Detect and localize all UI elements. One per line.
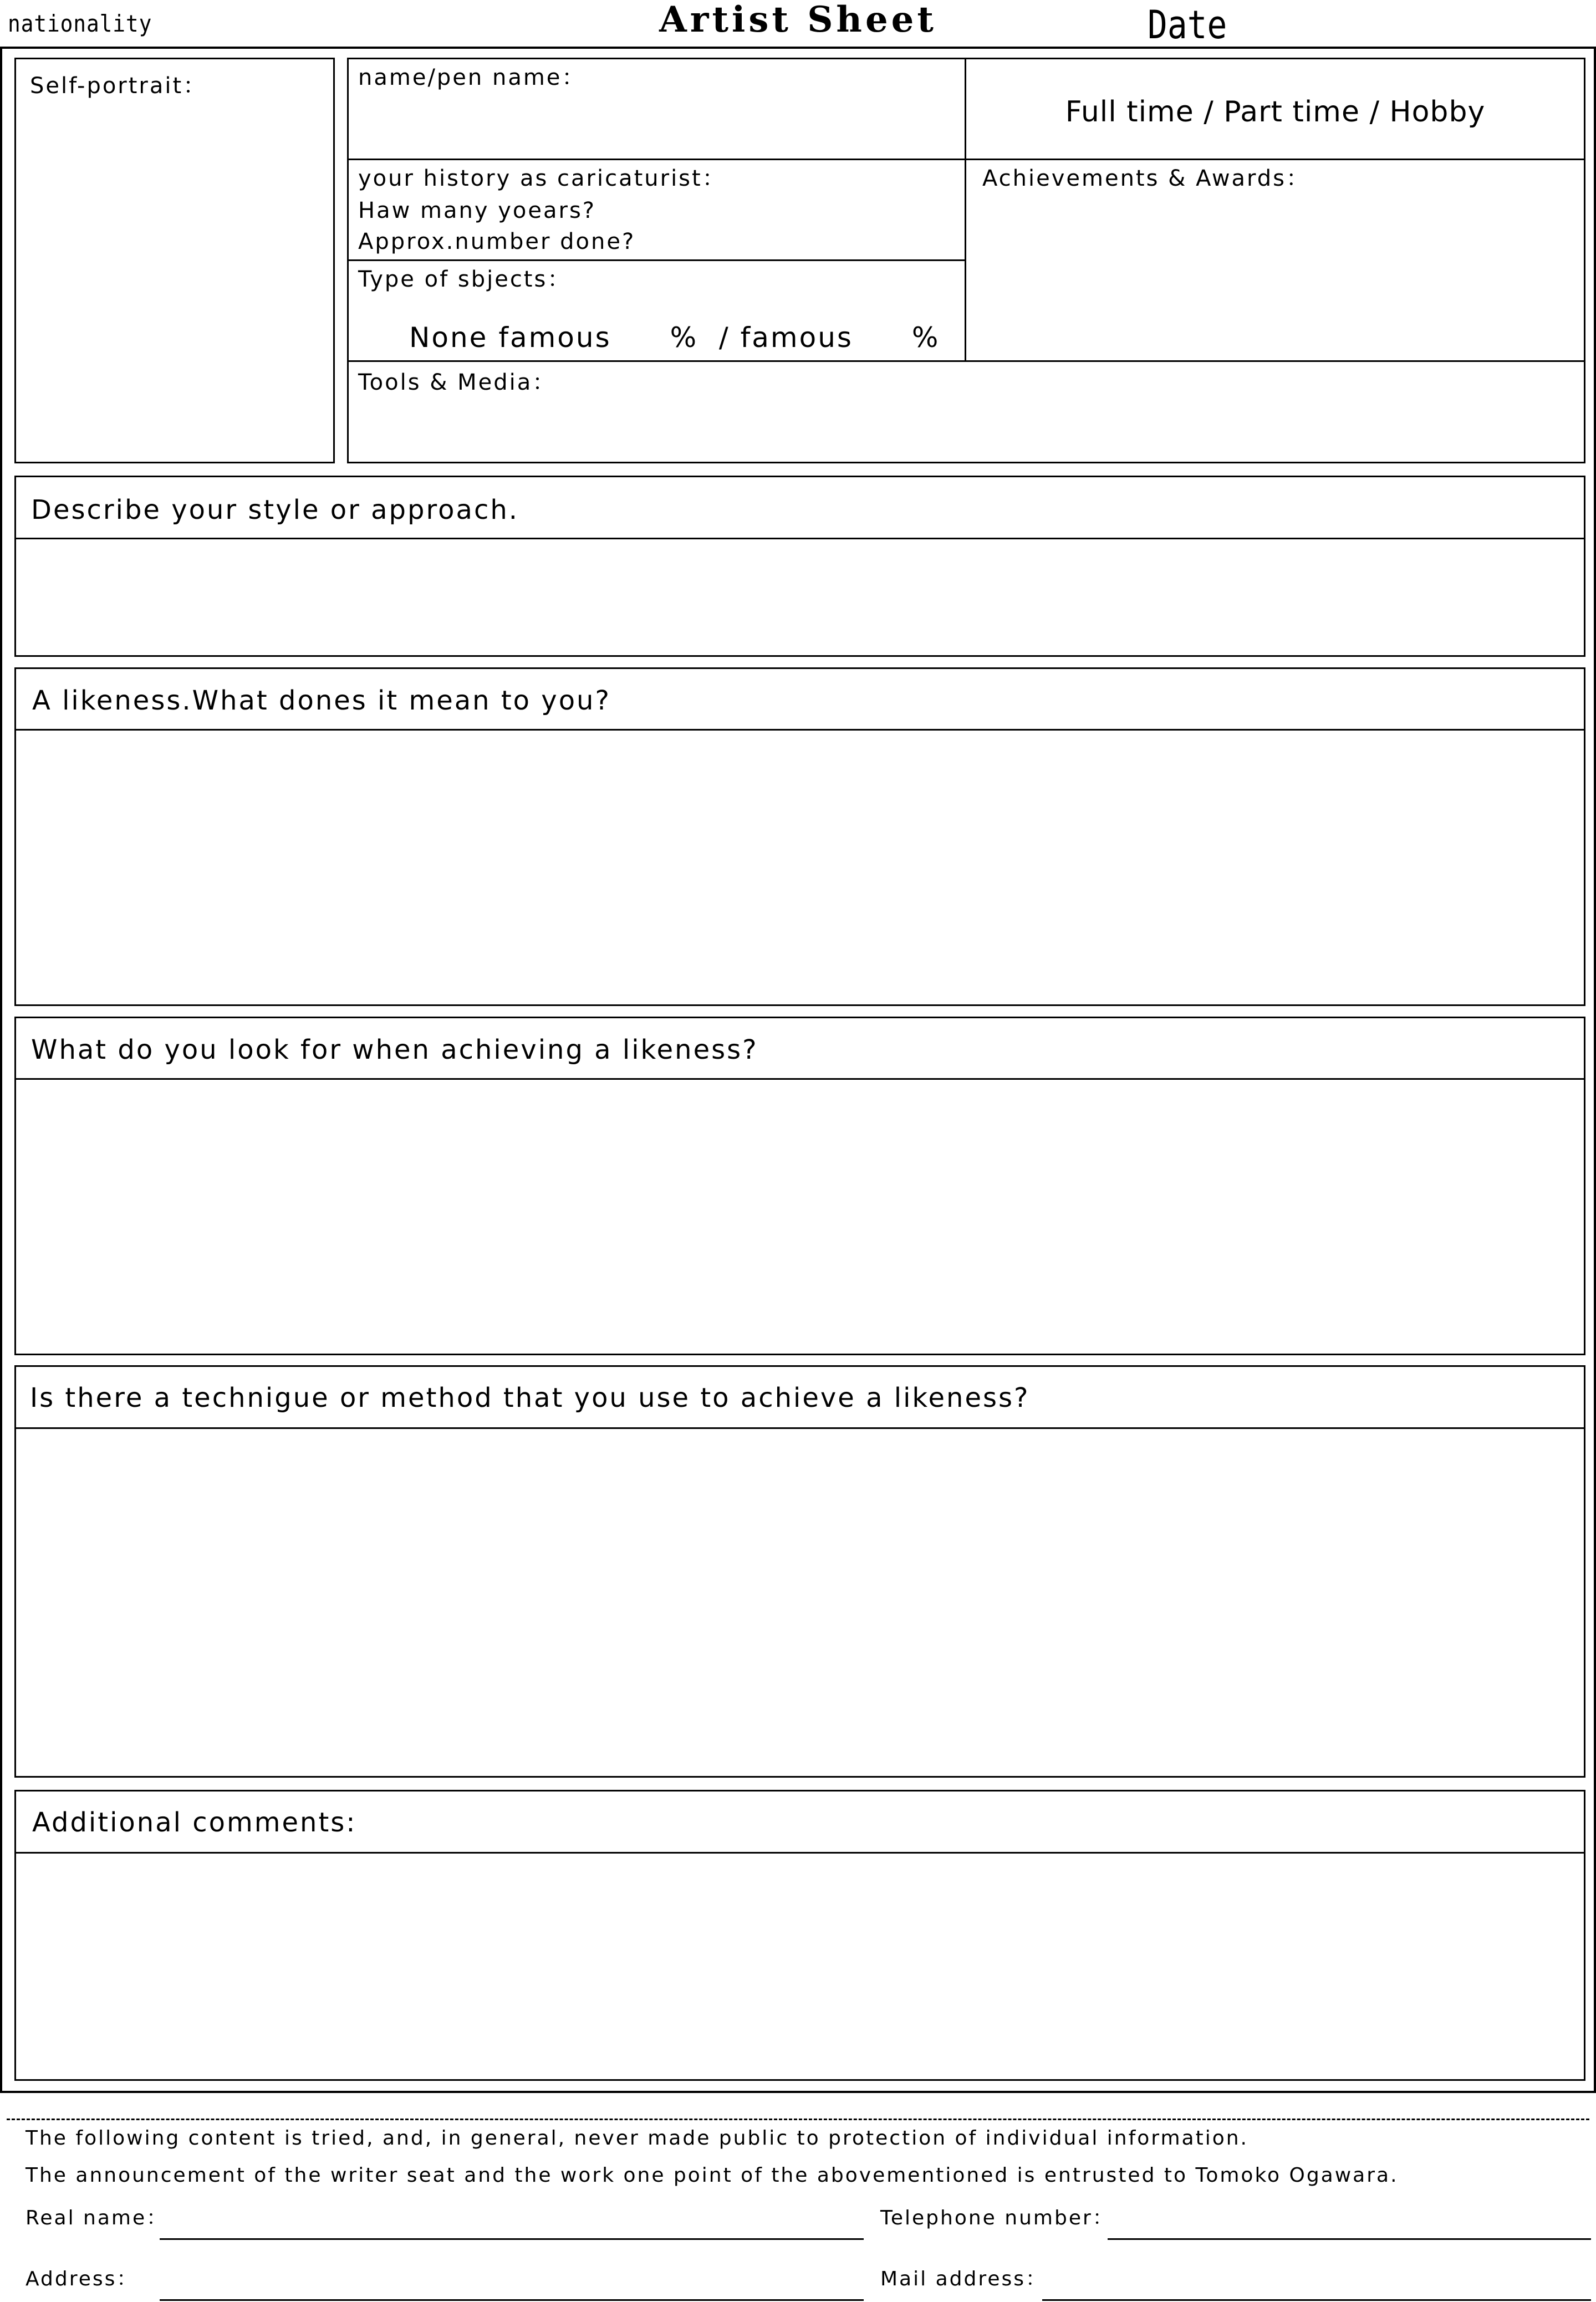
likeness-meaning-question: A likeness.What dones it mean to you? bbox=[32, 685, 611, 716]
history-label: your history as caricaturist： bbox=[358, 166, 726, 191]
self-portrait-label: Self-portrait： bbox=[30, 73, 207, 99]
section-likeness-meaning-divider bbox=[14, 729, 1585, 731]
telephone-label: Telephone number： bbox=[880, 2207, 1114, 2229]
grid-divider-1 bbox=[347, 159, 1585, 160]
privacy-notice: The following content is tried, and, in general, never made public to protection of individual information. bbox=[26, 2127, 1248, 2150]
address-label: Address： bbox=[26, 2268, 139, 2290]
grid-divider-2 bbox=[347, 259, 965, 261]
technique-answer-area[interactable] bbox=[17, 1431, 1583, 1775]
years-question: Haw many yoears? bbox=[358, 198, 596, 223]
look-for-question: What do you look for when achieving a likeness? bbox=[31, 1034, 758, 1065]
style-question: Describe your style or approach. bbox=[31, 494, 519, 525]
telephone-field[interactable] bbox=[1108, 2238, 1591, 2240]
announcement-notice: The announcement of the writer seat and the work one point of the abovementioned is entrusted to Tomoko Ogawara. bbox=[26, 2164, 1399, 2187]
subjects-label: Type of sbjects： bbox=[358, 267, 572, 292]
section-look-for-divider bbox=[14, 1078, 1585, 1080]
self-portrait-box[interactable] bbox=[14, 58, 335, 463]
address-field[interactable] bbox=[160, 2299, 864, 2301]
work-type-options[interactable]: Full time / Part time / Hobby bbox=[1065, 95, 1486, 129]
technique-question: Is there a technigue or method that you use to achieve a likeness? bbox=[30, 1382, 1030, 1413]
look-for-answer-area[interactable] bbox=[17, 1081, 1583, 1353]
section-technique-divider bbox=[14, 1427, 1585, 1429]
section-comments-divider bbox=[14, 1852, 1585, 1854]
mail-address-label: Mail address： bbox=[880, 2268, 1048, 2290]
section-style-divider bbox=[14, 538, 1585, 539]
page-title: Artist Sheet bbox=[659, 0, 937, 40]
nationality-label: nationality bbox=[8, 10, 152, 37]
comments-question: Additional comments: bbox=[32, 1807, 357, 1838]
date-label: Date bbox=[1148, 2, 1227, 48]
style-answer-area[interactable] bbox=[17, 541, 1583, 655]
comments-answer-area[interactable] bbox=[17, 1855, 1583, 2079]
tools-media-label: Tools & Media： bbox=[358, 370, 557, 395]
name-field[interactable] bbox=[349, 94, 962, 156]
name-field-label: name/pen name： bbox=[358, 65, 586, 90]
achievements-field[interactable] bbox=[967, 194, 1583, 358]
likeness-meaning-answer-area[interactable] bbox=[17, 732, 1583, 1004]
real-name-label: Real name： bbox=[26, 2207, 169, 2229]
cut-line bbox=[7, 2119, 1589, 2120]
tools-media-field[interactable] bbox=[349, 399, 1583, 461]
number-done-question: Approx.number done? bbox=[358, 229, 636, 254]
grid-divider-3 bbox=[347, 360, 1585, 362]
mail-address-field[interactable] bbox=[1042, 2299, 1591, 2301]
famous-ratio-field[interactable]: None famous % / famous % bbox=[409, 321, 940, 354]
achievements-label: Achievements & Awards： bbox=[982, 166, 1311, 191]
real-name-field[interactable] bbox=[160, 2238, 864, 2254]
